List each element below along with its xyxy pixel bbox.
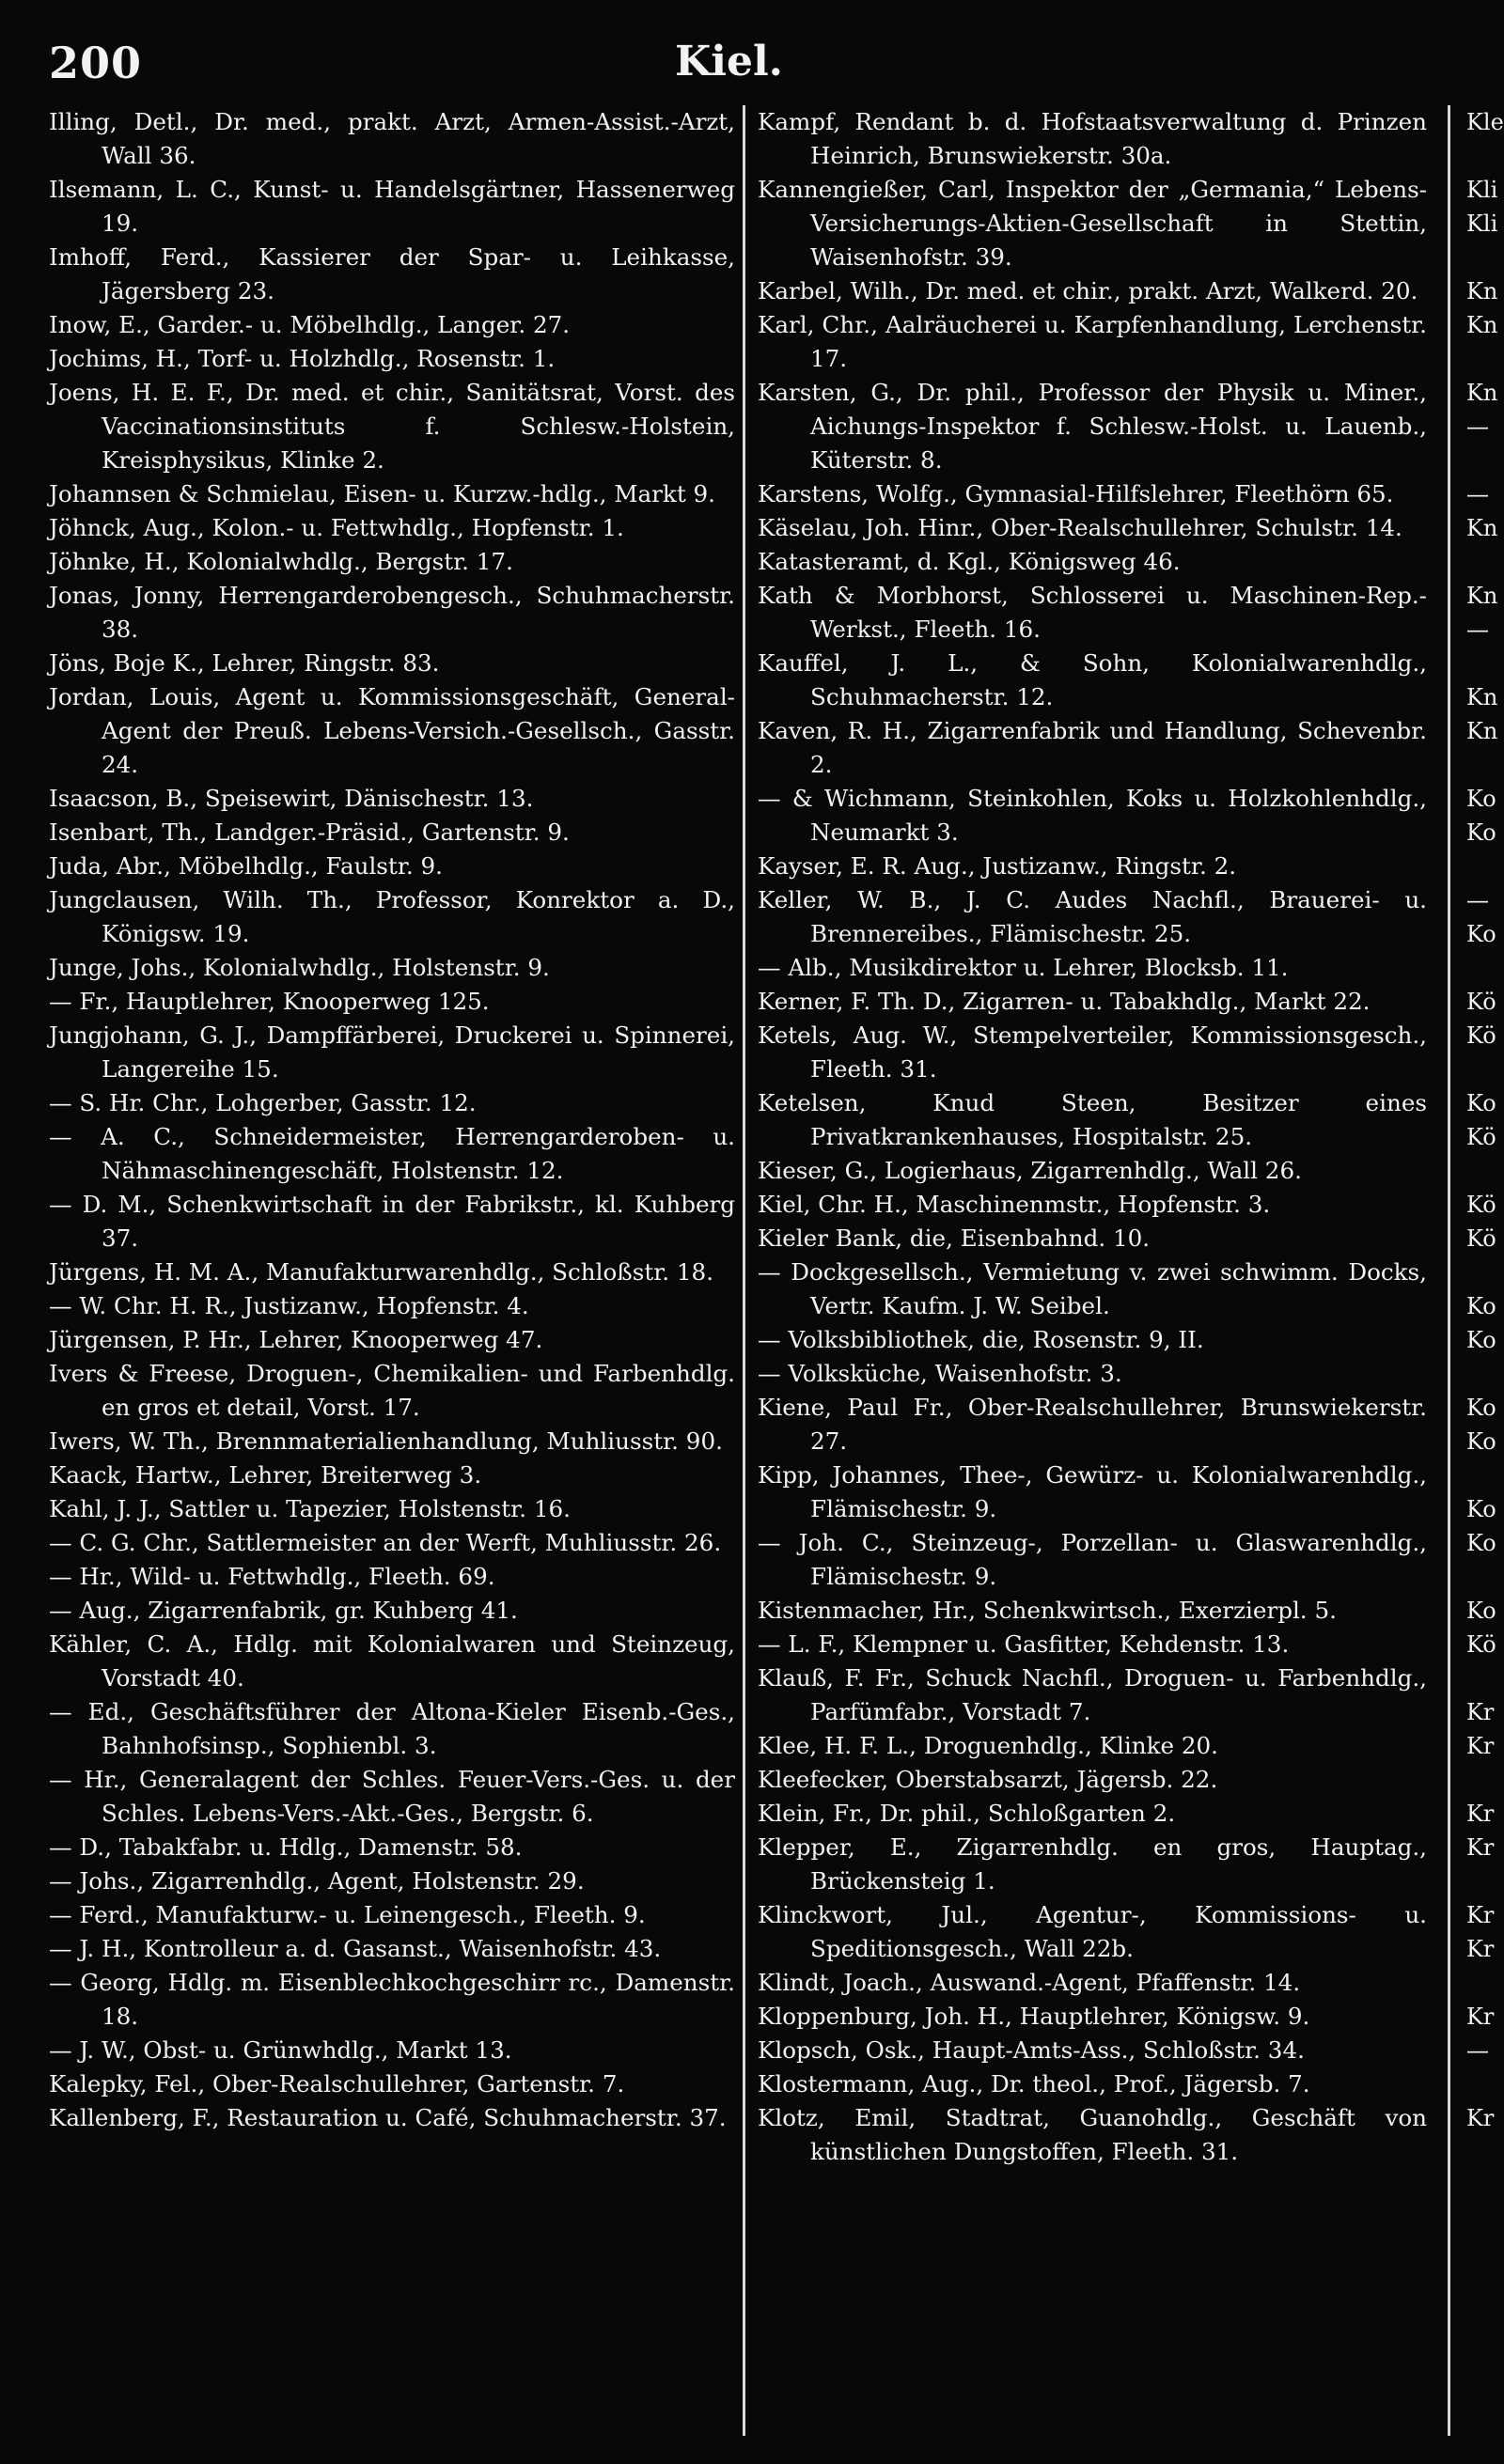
directory-entry: Klostermann, Aug., Dr. theol., Prof., Jägersb. 7. bbox=[758, 2070, 1310, 2098]
directory-entry: Klotz, Emil, Stadtrat, Guanohdlg., Geschäft von künstlichen Dungstoffen, Fleeth. 31. bbox=[758, 2104, 1427, 2165]
directory-entry: Klopsch, Osk., Haupt-Amts-Ass., Schloßstr. 34. bbox=[758, 2036, 1305, 2064]
cut-entry-fragment: Ko bbox=[1466, 1496, 1496, 1522]
directory-entry: — W. Chr. H. R., Justizanw., Hopfenstr. 4. bbox=[49, 1292, 529, 1319]
cut-entry-fragment: Kle bbox=[1466, 109, 1504, 135]
directory-entry: Kloppenburg, Joh. H., Hauptlehrer, Königsw. 9. bbox=[758, 2003, 1310, 2030]
cut-entry-fragment: Kö bbox=[1466, 1192, 1496, 1218]
directory-entry: — Volksküche, Waisenhofstr. 3. bbox=[758, 1360, 1122, 1387]
directory-entry: — Ferd., Manufakturw.- u. Leinengesch., Fleeth. 9. bbox=[49, 1901, 646, 1928]
cut-entry-fragment: Ko bbox=[1466, 1327, 1496, 1353]
directory-entry: Kaack, Hartw., Lehrer, Breiterweg 3. bbox=[49, 1461, 482, 1489]
directory-entry: Kieser, G., Logierhaus, Zigarrenhdlg., Wall 26. bbox=[758, 1157, 1302, 1184]
directory-entry: Kistenmacher, Hr., Schenkwirtsch., Exerzierpl. 5. bbox=[758, 1597, 1337, 1624]
directory-entry: Kieler Bank, die, Eisenbahnd. 10. bbox=[758, 1224, 1151, 1252]
directory-entry: Klee, H. F. L., Droguenhdlg., Klinke 20. bbox=[758, 1732, 1218, 1759]
cut-entry-fragment: Kö bbox=[1466, 1225, 1496, 1252]
cut-entry-fragment: — bbox=[1466, 481, 1489, 507]
cut-entry-fragment: Kn bbox=[1466, 380, 1498, 406]
directory-column-middle bbox=[758, 105, 1427, 2169]
cut-entry-fragment: Kr bbox=[1466, 1699, 1495, 1725]
cut-entry-fragment: Kr bbox=[1466, 2105, 1495, 2131]
directory-entry: Kampf, Rendant b. d. Hofstaatsverwaltung d. Prinzen Heinrich, Brunswiekerstr. 30a. bbox=[758, 108, 1427, 169]
cut-entry-fragment: Kr bbox=[1466, 1733, 1495, 1759]
directory-entry: Klein, Fr., Dr. phil., Schloßgarten 2. bbox=[758, 1800, 1176, 1827]
directory-entry: Isaacson, B., Speisewirt, Dänischestr. 13. bbox=[49, 785, 534, 812]
directory-entry: — Hr., Wild- u. Fettwhdlg., Fleeth. 69. bbox=[49, 1563, 495, 1590]
directory-entry: Kahl, J. J., Sattler u. Tapezier, Holstenstr. 16. bbox=[49, 1495, 571, 1522]
directory-entry: Klindt, Joach., Auswand.-Agent, Pfaffenstr. 14. bbox=[758, 1969, 1301, 1996]
cut-entry-fragment: Kli bbox=[1466, 211, 1498, 237]
directory-entry: Kähler, C. A., Hdlg. mit Kolonialwaren und Steinzeug, Vorstadt 40. bbox=[49, 1630, 735, 1692]
cut-entry-fragment: Kn bbox=[1466, 515, 1498, 541]
directory-entry: Isenbart, Th., Landger.-Präsid., Gartenstr. 9. bbox=[49, 819, 570, 846]
cut-entry-fragment: — bbox=[1466, 2037, 1489, 2064]
cut-entry-fragment: Kn bbox=[1466, 278, 1498, 304]
directory-entry: Kauffel, J. L., & Sohn, Kolonialwarenhdlg., Schuhmacherstr. 12. bbox=[758, 649, 1427, 710]
directory-entry: Jonas, Jonny, Herrengarderobengesch., Schuhmacherstr. 38. bbox=[49, 582, 735, 643]
cut-entry-fragment: Ko bbox=[1466, 1395, 1496, 1421]
directory-entry: — A. C., Schneidermeister, Herrengarderoben- u. Nähmaschinengeschäft, Holstenstr. 12. bbox=[49, 1123, 735, 1184]
directory-entry: Junge, Johs., Kolonialwhdlg., Holstenstr. 9. bbox=[49, 954, 550, 981]
directory-entry: Kayser, E. R. Aug., Justizanw., Ringstr. 2. bbox=[758, 852, 1237, 880]
directory-entry: Johannsen & Schmielau, Eisen- u. Kurzw.-hdlg., Markt 9. bbox=[49, 480, 715, 507]
page-title: Kiel. bbox=[675, 38, 783, 86]
cut-entry-fragment: Kö bbox=[1466, 1631, 1496, 1658]
directory-entry: Karstens, Wolfg., Gymnasial-Hilfslehrer, Fleethörn 65. bbox=[758, 480, 1394, 507]
page-header bbox=[0, 38, 1504, 94]
directory-entry: Imhoff, Ferd., Kassierer der Spar- u. Leihkasse, Jägersberg 23. bbox=[49, 243, 735, 304]
cut-entry-fragment: Kö bbox=[1466, 989, 1496, 1015]
cut-entry-fragment: Kr bbox=[1466, 1936, 1495, 1962]
directory-entry: — S. Hr. Chr., Lohgerber, Gasstr. 12. bbox=[49, 1089, 477, 1116]
directory-entry: Klinckwort, Jul., Agentur-, Kommissions- u. Speditionsgesch., Wall 22b. bbox=[758, 1901, 1427, 1962]
directory-entry: — Fr., Hauptlehrer, Knooperweg 125. bbox=[49, 988, 490, 1015]
cut-entry-fragment: Kö bbox=[1466, 1022, 1496, 1049]
directory-entry: Kiel, Chr. H., Maschinenmstr., Hopfenstr. 3. bbox=[758, 1191, 1271, 1218]
cut-entry-fragment: Kn bbox=[1466, 312, 1498, 338]
cut-entry-fragment: — bbox=[1466, 887, 1489, 913]
directory-entry: Kallenberg, F., Restauration u. Café, Schuhmacherstr. 37. bbox=[49, 2104, 727, 2131]
cut-entry-fragment: Kn bbox=[1466, 583, 1498, 609]
directory-entry: — L. F., Klempner u. Gasfitter, Kehdenstr. 13. bbox=[758, 1630, 1290, 1658]
cut-entry-fragment: Ko bbox=[1466, 1530, 1496, 1556]
cut-entry-fragment: Kn bbox=[1466, 684, 1498, 710]
directory-entry: — D., Tabakfabr. u. Hdlg., Damenstr. 58. bbox=[49, 1833, 523, 1861]
cut-entry-fragment: Kr bbox=[1466, 1902, 1495, 1928]
directory-entry: Ketels, Aug. W., Stempelverteiler, Kommissionsgesch., Fleeth. 31. bbox=[758, 1021, 1427, 1083]
cut-entry-fragment: — bbox=[1466, 413, 1489, 440]
directory-entry: — & Wichmann, Steinkohlen, Koks u. Holzkohlenhdlg., Neumarkt 3. bbox=[758, 785, 1427, 846]
cut-entry-fragment: Kr bbox=[1466, 2004, 1495, 2030]
directory-entry: Kiene, Paul Fr., Ober-Realschullehrer, Brunswiekerstr. 27. bbox=[758, 1394, 1427, 1455]
directory-entry: Joens, H. E. F., Dr. med. et chir., Sanitätsrat, Vorst. des Vaccinationsinstituts f. Schlesw.-Holstein, Kreisphysikus, Klinke 2. bbox=[49, 379, 735, 474]
directory-entry: Kalepky, Fel., Ober-Realschullehrer, Gartenstr. 7. bbox=[49, 2070, 625, 2098]
directory-entry: Karbel, Wilh., Dr. med. et chir., prakt. Arzt, Walkerd. 20. bbox=[758, 277, 1418, 304]
cut-entry-fragment: — bbox=[1466, 616, 1489, 643]
directory-entry: — Hr., Generalagent der Schles. Feuer-Vers.-Ges. u. der Schles. Lebens-Vers.-Akt.-Ges., Bergstr. 6. bbox=[49, 1766, 735, 1827]
directory-column-left bbox=[49, 105, 735, 2135]
column-divider bbox=[743, 105, 745, 2436]
directory-entry: — Joh. C., Steinzeug-, Porzellan- u. Glaswarenhdlg., Flämischestr. 9. bbox=[758, 1529, 1427, 1590]
directory-entry: — Ed., Geschäftsführer der Altona-Kieler Eisenb.-Ges., Bahnhofsinsp., Sophienbl. 3. bbox=[49, 1698, 735, 1759]
directory-entry: Ivers & Freese, Droguen-, Chemikalien- und Farbenhdlg. en gros et detail, Vorst. 17. bbox=[49, 1360, 735, 1421]
page-number: 200 bbox=[49, 38, 143, 88]
directory-entry: Jordan, Louis, Agent u. Kommissionsgeschäft, General-Agent der Preuß. Lebens-Versich.-Gesellsch., Gasstr. 24. bbox=[49, 683, 735, 778]
cut-entry-fragment: Kn bbox=[1466, 718, 1498, 744]
cut-entry-fragment: Kr bbox=[1466, 1834, 1495, 1861]
directory-entry: Karl, Chr., Aalräucherei u. Karpfenhandlung, Lerchenstr. 17. bbox=[758, 311, 1427, 372]
directory-entry: Jungjohann, G. J., Dampffärberei, Druckerei u. Spinnerei, Langereihe 15. bbox=[49, 1021, 735, 1083]
directory-entry: Ilsemann, L. C., Kunst- u. Handelsgärtner, Hassenerweg 19. bbox=[49, 176, 735, 237]
directory-entry: — Alb., Musikdirektor u. Lehrer, Blocksb. 11. bbox=[758, 954, 1289, 981]
directory-entry: Jungclausen, Wilh. Th., Professor, Konrektor a. D., Königsw. 19. bbox=[49, 886, 735, 947]
directory-entry: — J. H., Kontrolleur a. d. Gasanst., Waisenhofstr. 43. bbox=[49, 1935, 662, 1962]
directory-entry: Jöns, Boje K., Lehrer, Ringstr. 83. bbox=[49, 649, 440, 677]
directory-entry: Illing, Detl., Dr. med., prakt. Arzt, Armen-Assist.-Arzt, Wall 36. bbox=[49, 108, 735, 169]
directory-entry: Iwers, W. Th., Brennmaterialienhandlung, Muhliusstr. 90. bbox=[49, 1427, 723, 1455]
directory-entry: Jürgens, H. M. A., Manufakturwarenhdlg., Schloßstr. 18. bbox=[49, 1258, 714, 1286]
directory-entry: Kerner, F. Th. D., Zigarren- u. Tabakhdlg., Markt 22. bbox=[758, 988, 1371, 1015]
directory-entry: — Johs., Zigarrenhdlg., Agent, Holstenstr. 29. bbox=[49, 1867, 585, 1895]
directory-entry: — Dockgesellsch., Vermietung v. zwei schwimm. Docks, Vertr. Kaufm. J. W. Seibel. bbox=[758, 1258, 1427, 1319]
directory-entry: — D. M., Schenkwirtschaft in der Fabrikstr., kl. Kuhberg 37. bbox=[49, 1191, 735, 1252]
directory-entry: Klepper, E., Zigarrenhdlg. en gros, Hauptag., Brückensteig 1. bbox=[758, 1833, 1427, 1895]
cut-entry-fragment: Ko bbox=[1466, 1428, 1496, 1455]
cut-entry-fragment: Ko bbox=[1466, 921, 1496, 947]
directory-entry: Karsten, G., Dr. phil., Professor der Physik u. Miner., Aichungs-Inspektor f. Schlesw.-Holst. u. Lauenb., Küterstr. 8. bbox=[758, 379, 1427, 474]
directory-column-right-cut bbox=[1466, 105, 1504, 2135]
directory-entry: Käselau, Joh. Hinr., Ober-Realschullehrer, Schulstr. 14. bbox=[758, 514, 1402, 541]
directory-entry: Jöhnck, Aug., Kolon.- u. Fettwhdlg., Hopfenstr. 1. bbox=[49, 514, 624, 541]
directory-entry: Keller, W. B., J. C. Audes Nachfl., Brauerei- u. Brennereibes., Flämischestr. 25. bbox=[758, 886, 1427, 947]
directory-entry: Ketelsen, Knud Steen, Besitzer eines Privatkrankenhauses, Hospitalstr. 25. bbox=[758, 1089, 1427, 1150]
directory-entry: Kath & Morbhorst, Schlosserei u. Maschinen-Rep.-Werkst., Fleeth. 16. bbox=[758, 582, 1427, 643]
directory-entry: — J. W., Obst- u. Grünwhdlg., Markt 13. bbox=[49, 2036, 512, 2064]
directory-entry: Klauß, F. Fr., Schuck Nachfl., Droguen- u. Farbenhdlg., Parfümfabr., Vorstadt 7. bbox=[758, 1664, 1427, 1725]
directory-entry: Jochims, H., Torf- u. Holzhdlg., Rosenstr. 1. bbox=[49, 345, 556, 372]
cut-entry-fragment: Ko bbox=[1466, 1090, 1496, 1116]
directory-entry: — C. G. Chr., Sattlermeister an der Werft, Muhliusstr. 26. bbox=[49, 1529, 722, 1556]
cut-entry-fragment: Ko bbox=[1466, 786, 1496, 812]
directory-entry: Kipp, Johannes, Thee-, Gewürz- u. Kolonialwarenhdlg., Flämischestr. 9. bbox=[758, 1461, 1427, 1522]
cut-entry-fragment: Ko bbox=[1466, 1598, 1496, 1624]
directory-entry: Jürgensen, P. Hr., Lehrer, Knooperweg 47. bbox=[49, 1326, 543, 1353]
directory-entry: Katasteramt, d. Kgl., Königsweg 46. bbox=[758, 548, 1181, 575]
cut-entry-fragment: Ko bbox=[1466, 819, 1496, 846]
directory-entry: Kleefecker, Oberstabsarzt, Jägersb. 22. bbox=[758, 1766, 1218, 1793]
directory-entry: Inow, E., Garder.- u. Möbelhdlg., Langer. 27. bbox=[49, 311, 571, 338]
directory-entry: Juda, Abr., Möbelhdlg., Faulstr. 9. bbox=[49, 852, 443, 880]
cut-entry-fragment: Kli bbox=[1466, 177, 1498, 203]
column-divider bbox=[1448, 105, 1450, 2436]
directory-entry: — Volksbibliothek, die, Rosenstr. 9, II. bbox=[758, 1326, 1204, 1353]
directory-entry: Jöhnke, H., Kolonialwhdlg., Bergstr. 17. bbox=[49, 548, 513, 575]
cut-entry-fragment: Ko bbox=[1466, 1293, 1496, 1319]
directory-entry: — Georg, Hdlg. m. Eisenblechkochgeschirr rc., Damenstr. 18. bbox=[49, 1969, 735, 2030]
directory-entry: Kannengießer, Carl, Inspektor der „Germania,“ Lebens-Versicherungs-Aktien-Gesellschaft in Stettin, Waisenhofstr. 39. bbox=[758, 176, 1427, 271]
directory-entry: Kaven, R. H., Zigarrenfabrik und Handlung, Schevenbr. 2. bbox=[758, 717, 1427, 778]
cut-entry-fragment: Kö bbox=[1466, 1124, 1496, 1150]
directory-entry: — Aug., Zigarrenfabrik, gr. Kuhberg 41. bbox=[49, 1597, 518, 1624]
cut-entry-fragment: Kr bbox=[1466, 1801, 1495, 1827]
